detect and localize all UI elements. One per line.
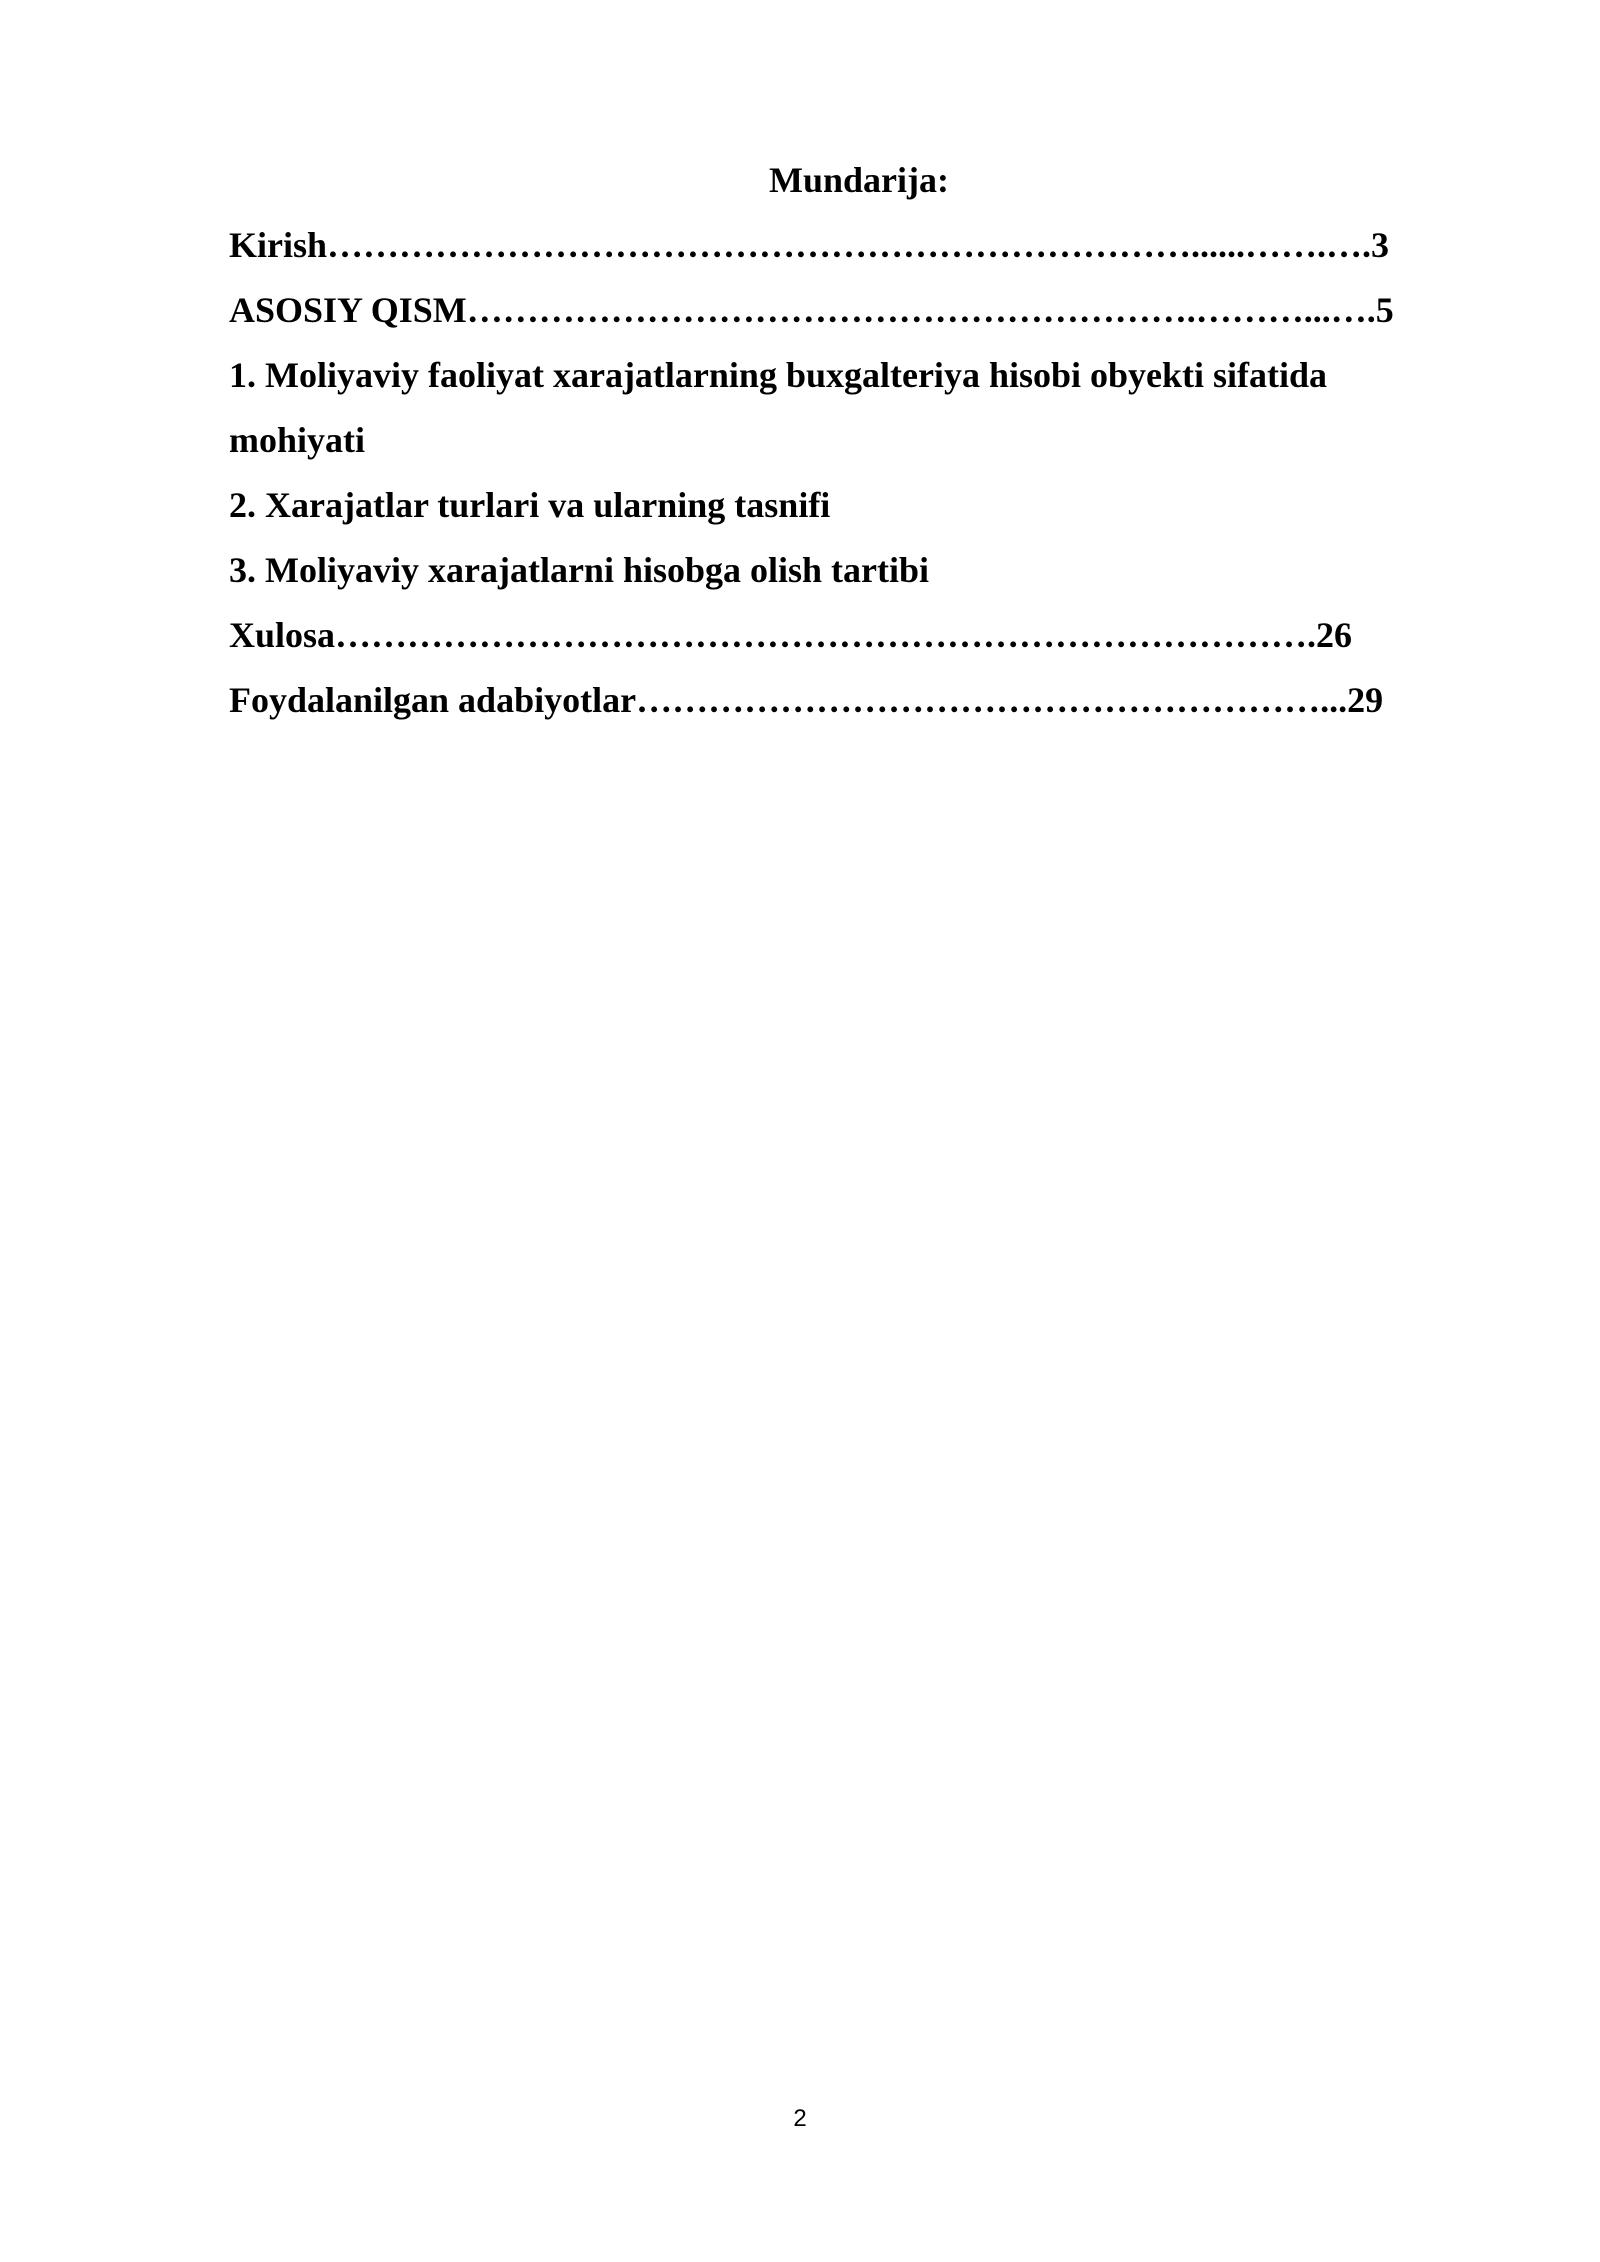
toc-entry-section-1-continued: mohiyati [229, 420, 366, 460]
page-number: 2 [793, 2105, 807, 2132]
toc-entry-section-2: 2. Xarajatlar turlari va ularning tasnifi [229, 485, 831, 525]
toc-entry-section-3: 3. Moliyaviy xarajatlarni hisobga olish tartibi [229, 550, 930, 590]
table-of-contents [229, 148, 1489, 733]
toc-title: Mundarija: [769, 160, 949, 200]
toc-entry-section-1: 1. Moliyaviy faoliyat xarajatlarning buxgalteriya hisobi obyekti sifatida [229, 355, 1328, 395]
toc-entry-introduction: Kirish………………………………………………………………......…….….3 [229, 225, 1390, 265]
toc-entry-conclusion: Xulosa……………………………………………………………………….26 [229, 615, 1353, 655]
toc-entry-references: Foydalanilgan adabiyotlar…………………………………………………...29 [229, 680, 1384, 720]
toc-entry-main-part: ASOSIY QISM…………………………………………………….………...….5 [229, 290, 1394, 330]
